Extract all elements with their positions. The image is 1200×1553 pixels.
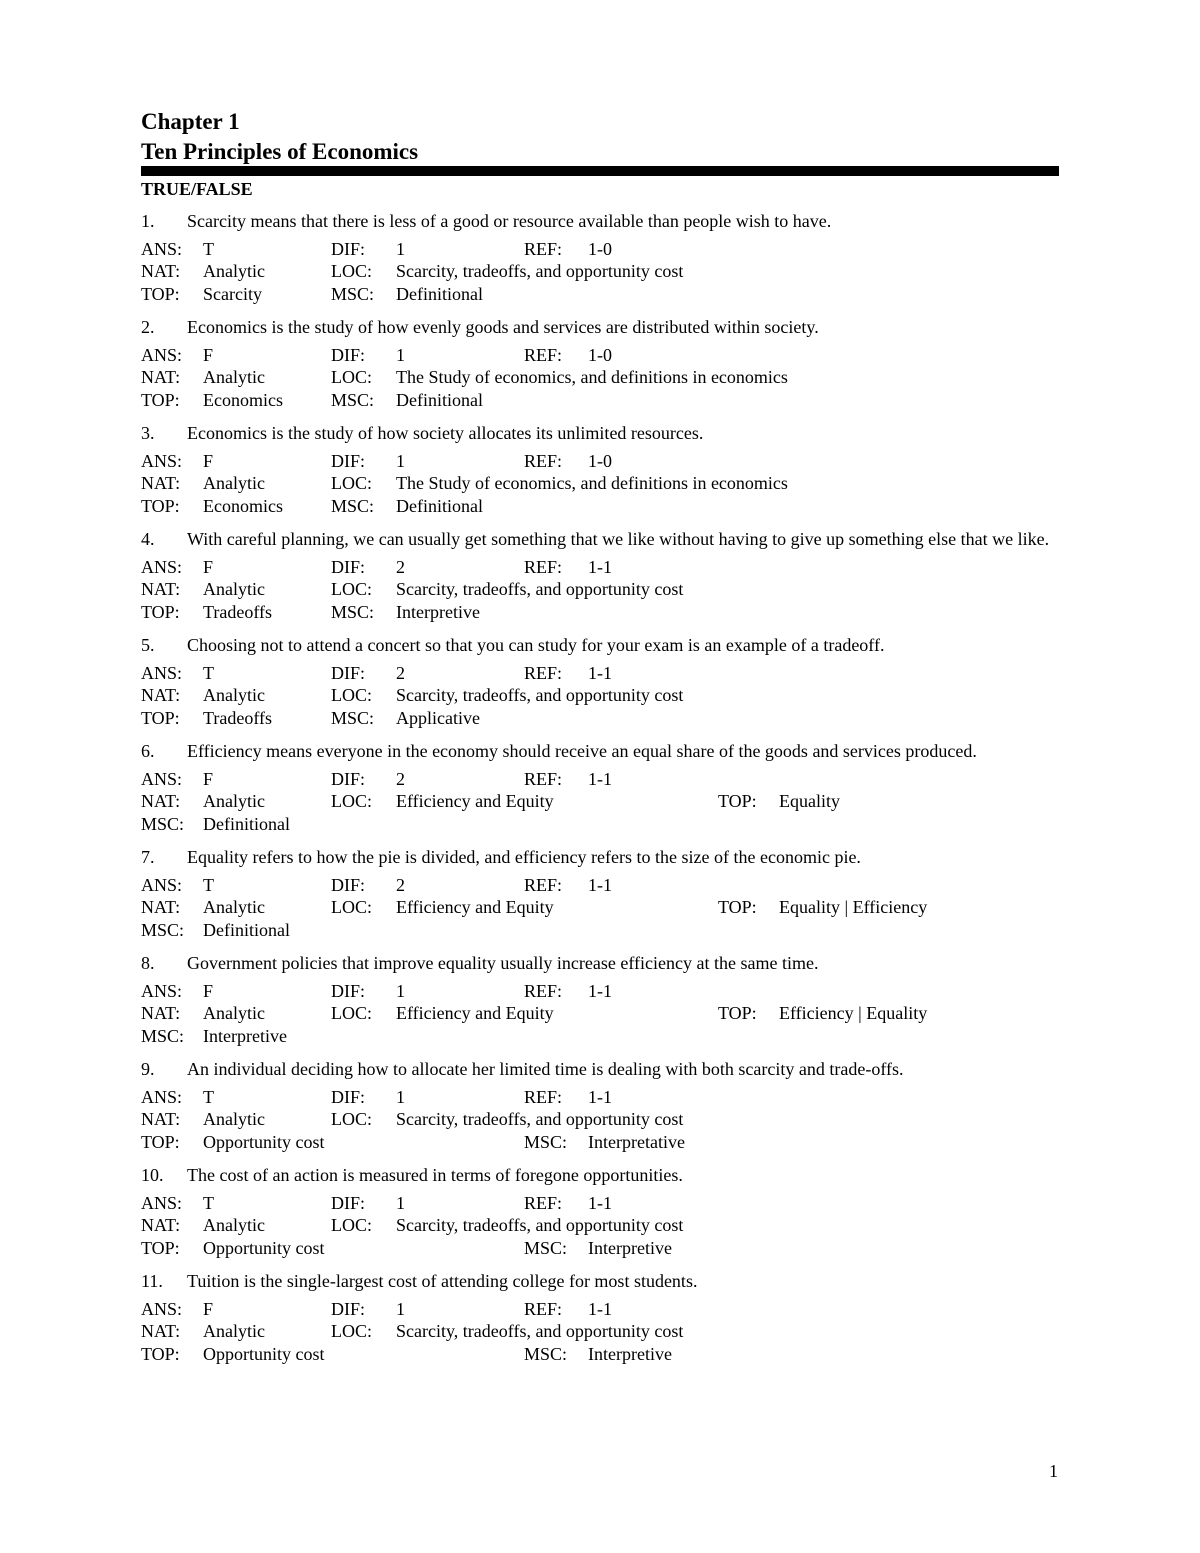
metadata-value: F (203, 1298, 214, 1319)
metadata-row (141, 813, 1059, 836)
metadata-value: Definitional (396, 495, 483, 516)
question-number: 8. (141, 953, 155, 973)
metadata-value: Tradeoffs (203, 601, 273, 622)
metadata-label: NAT: (141, 473, 181, 493)
metadata-label: DIF: (331, 662, 366, 683)
metadata-row (141, 472, 1059, 495)
metadata-label: REF: (524, 662, 563, 683)
metadata-value: Analytic (203, 1321, 265, 1341)
question-number: 2. (141, 317, 155, 337)
question-text: Choosing not to attend a concert so that you can study for your exam is an example of a tradeoff. (187, 635, 885, 655)
metadata-label: TOP: (718, 791, 757, 811)
question-line (141, 316, 1059, 339)
metadata-value: T (203, 1086, 214, 1107)
metadata-row (141, 1298, 1059, 1321)
metadata-value: Tradeoffs (203, 707, 273, 728)
metadata-value: 1-1 (588, 1192, 612, 1213)
metadata-row (141, 919, 1059, 942)
metadata-label: ANS: (141, 238, 183, 259)
metadata-row (141, 684, 1059, 707)
question-list (141, 210, 1059, 1376)
metadata-label: MSC: (141, 1025, 185, 1046)
metadata-value: Opportunity cost (203, 1343, 325, 1364)
metadata-label: LOC: (331, 261, 373, 281)
metadata-label: DIF: (331, 1086, 366, 1107)
metadata-value: 1-1 (588, 874, 612, 895)
metadata-value: 1 (396, 1086, 405, 1107)
question-item (141, 1058, 1059, 1153)
metadata-label: NAT: (141, 579, 181, 599)
metadata-label: NAT: (141, 1215, 181, 1235)
metadata-value: Interpretive (396, 601, 480, 622)
metadata-label: MSC: (331, 707, 375, 728)
metadata-label: ANS: (141, 874, 183, 895)
metadata-row (141, 450, 1059, 473)
question-item (141, 528, 1059, 623)
metadata-value: Interpretive (588, 1237, 672, 1258)
metadata-label: NAT: (141, 261, 181, 281)
metadata-value: F (203, 450, 214, 471)
title-rule (141, 166, 1059, 176)
chapter-label: Chapter 1 (141, 109, 240, 134)
metadata-value: 1-1 (588, 768, 612, 789)
metadata-label: REF: (524, 1192, 563, 1213)
metadata-label: TOP: (141, 1131, 180, 1152)
metadata-label: MSC: (141, 919, 185, 940)
metadata-row (141, 389, 1059, 412)
metadata-value: Analytic (203, 579, 265, 599)
metadata-label: NAT: (141, 685, 181, 705)
metadata-label: REF: (524, 238, 563, 259)
metadata-row (141, 1237, 1059, 1260)
metadata-row (141, 260, 1059, 283)
metadata-value: 1-0 (588, 238, 612, 259)
metadata-label: ANS: (141, 450, 183, 471)
metadata-label: NAT: (141, 791, 181, 811)
metadata-label: TOP: (141, 707, 180, 728)
question-number: 9. (141, 1059, 155, 1079)
metadata-value: Opportunity cost (203, 1131, 325, 1152)
question-number: 4. (141, 529, 155, 549)
metadata-label: MSC: (331, 389, 375, 410)
metadata-value: The Study of economics, and definitions in economics (396, 367, 788, 387)
metadata-value: Equality (779, 791, 840, 811)
metadata-label: REF: (524, 1298, 563, 1319)
metadata-label: MSC: (141, 813, 185, 834)
metadata-row (141, 707, 1059, 730)
question-text: Economics is the study of how evenly goods and services are distributed within society. (187, 317, 819, 337)
metadata-value: Analytic (203, 367, 265, 387)
metadata-row (141, 344, 1059, 367)
metadata-label: TOP: (141, 601, 180, 622)
question-line (141, 210, 1059, 233)
metadata-value: 1-0 (588, 450, 612, 471)
metadata-value: F (203, 344, 214, 365)
metadata-label: DIF: (331, 874, 366, 895)
metadata-value: Interpretative (588, 1131, 685, 1152)
metadata-row (141, 283, 1059, 306)
metadata-row (141, 1320, 1059, 1343)
question-line (141, 528, 1059, 551)
metadata-label: NAT: (141, 1003, 181, 1023)
metadata-row (141, 1025, 1059, 1048)
metadata-label: REF: (524, 1086, 563, 1107)
metadata-row (141, 366, 1059, 389)
metadata-value: T (203, 662, 214, 683)
metadata-label: TOP: (718, 1003, 757, 1023)
metadata-row (141, 1343, 1059, 1366)
metadata-label: MSC: (331, 283, 375, 304)
metadata-value: 2 (396, 874, 405, 895)
metadata-label: MSC: (524, 1237, 568, 1258)
metadata-row (141, 1192, 1059, 1215)
question-number: 5. (141, 635, 155, 655)
metadata-row (141, 238, 1059, 261)
metadata-value: 1 (396, 1298, 405, 1319)
metadata-value: 1 (396, 450, 405, 471)
metadata-label: LOC: (331, 897, 373, 917)
question-text: Economics is the study of how society allocates its unlimited resources. (187, 423, 704, 443)
metadata-value: Analytic (203, 685, 265, 705)
question-line (141, 1164, 1059, 1187)
metadata-value: Analytic (203, 897, 265, 917)
metadata-label: DIF: (331, 1298, 366, 1319)
metadata-label: DIF: (331, 238, 366, 259)
metadata-value: Applicative (396, 707, 480, 728)
metadata-value: Efficiency and Equity (396, 1003, 554, 1023)
metadata-value: 1 (396, 980, 405, 1001)
question-number: 3. (141, 423, 155, 443)
metadata-value: Analytic (203, 791, 265, 811)
question-item (141, 1270, 1059, 1365)
metadata-label: LOC: (331, 473, 373, 493)
metadata-label: REF: (524, 768, 563, 789)
metadata-label: LOC: (331, 1215, 373, 1235)
metadata-value: The Study of economics, and definitions in economics (396, 473, 788, 493)
metadata-label: LOC: (331, 791, 373, 811)
metadata-value: Efficiency and Equity (396, 897, 554, 917)
metadata-value: 1 (396, 344, 405, 365)
metadata-label: REF: (524, 344, 563, 365)
metadata-label: DIF: (331, 450, 366, 471)
page-number: 1 (1049, 1461, 1058, 1481)
metadata-label: DIF: (331, 768, 366, 789)
metadata-label: MSC: (331, 495, 375, 516)
metadata-label: LOC: (331, 1321, 373, 1341)
question-line (141, 634, 1059, 657)
metadata-value: Analytic (203, 473, 265, 493)
question-item (141, 1164, 1059, 1259)
metadata-value: 2 (396, 768, 405, 789)
metadata-label: LOC: (331, 1003, 373, 1023)
metadata-value: Economics (203, 495, 283, 516)
metadata-value: 2 (396, 556, 405, 577)
metadata-row (141, 601, 1059, 624)
question-text: An individual deciding how to allocate her limited time is dealing with both scarcity and trade-offs. (187, 1059, 904, 1079)
metadata-label: REF: (524, 556, 563, 577)
metadata-value: T (203, 874, 214, 895)
metadata-row (141, 1108, 1059, 1131)
metadata-value: 1 (396, 1192, 405, 1213)
metadata-value: Definitional (203, 919, 290, 940)
question-number: 7. (141, 847, 155, 867)
question-number: 10. (141, 1165, 164, 1185)
metadata-value: Analytic (203, 1215, 265, 1235)
question-item (141, 316, 1059, 411)
metadata-label: DIF: (331, 344, 366, 365)
metadata-value: Analytic (203, 261, 265, 281)
metadata-row (141, 980, 1059, 1003)
metadata-label: TOP: (718, 897, 757, 917)
metadata-value: Economics (203, 389, 283, 410)
metadata-label: REF: (524, 450, 563, 471)
metadata-label: NAT: (141, 897, 181, 917)
metadata-label: DIF: (331, 980, 366, 1001)
metadata-value: Scarcity (203, 283, 262, 304)
metadata-value: F (203, 556, 214, 577)
metadata-row (141, 1086, 1059, 1109)
metadata-row (141, 896, 1059, 919)
metadata-label: MSC: (524, 1343, 568, 1364)
metadata-value: 1 (396, 238, 405, 259)
metadata-label: LOC: (331, 367, 373, 387)
question-text: Scarcity means that there is less of a good or resource available than people wish to have. (187, 211, 832, 231)
metadata-value: 1-1 (588, 1086, 612, 1107)
metadata-label: TOP: (141, 1343, 180, 1364)
question-number: 11. (141, 1271, 163, 1291)
metadata-value: 1-1 (588, 662, 612, 683)
metadata-label: DIF: (331, 1192, 366, 1213)
metadata-row (141, 1131, 1059, 1154)
metadata-value: Scarcity, tradeoffs, and opportunity cost (396, 1109, 684, 1129)
metadata-label: LOC: (331, 579, 373, 599)
metadata-label: MSC: (524, 1131, 568, 1152)
metadata-value: 1-0 (588, 344, 612, 365)
metadata-label: TOP: (141, 495, 180, 516)
question-item (141, 846, 1059, 941)
question-text: With careful planning, we can usually get something that we like without having to give up something else that we like. (187, 529, 1050, 549)
metadata-label: ANS: (141, 662, 183, 683)
metadata-value: T (203, 238, 214, 259)
metadata-label: TOP: (141, 1237, 180, 1258)
question-text: Efficiency means everyone in the economy should receive an equal share of the goods and services produced. (187, 741, 977, 761)
question-text: Equality refers to how the pie is divided, and efficiency refers to the size of the economic pie. (187, 847, 861, 867)
question-item (141, 952, 1059, 1047)
metadata-value: F (203, 768, 214, 789)
metadata-value: Efficiency and Equity (396, 791, 554, 811)
metadata-value: 1-1 (588, 1298, 612, 1319)
metadata-label: NAT: (141, 1321, 181, 1341)
metadata-label: ANS: (141, 980, 183, 1001)
metadata-value: Analytic (203, 1109, 265, 1129)
metadata-row (141, 495, 1059, 518)
metadata-label: ANS: (141, 768, 183, 789)
metadata-value: 1-1 (588, 556, 612, 577)
metadata-value: Scarcity, tradeoffs, and opportunity cost (396, 1215, 684, 1235)
metadata-value: Interpretive (203, 1025, 287, 1046)
metadata-value: T (203, 1192, 214, 1213)
metadata-value: Analytic (203, 1003, 265, 1023)
metadata-row (141, 578, 1059, 601)
metadata-label: ANS: (141, 1298, 183, 1319)
question-item (141, 740, 1059, 835)
question-item (141, 210, 1059, 305)
metadata-value: 1-1 (588, 980, 612, 1001)
question-text: Government policies that improve equality usually increase efficiency at the same time. (187, 953, 819, 973)
metadata-label: NAT: (141, 1109, 181, 1129)
metadata-row (141, 874, 1059, 897)
metadata-label: TOP: (141, 283, 180, 304)
question-number: 6. (141, 741, 155, 761)
question-line (141, 1058, 1059, 1081)
metadata-value: Interpretive (588, 1343, 672, 1364)
metadata-row (141, 768, 1059, 791)
metadata-value: Scarcity, tradeoffs, and opportunity cost (396, 579, 684, 599)
question-item (141, 422, 1059, 517)
metadata-row (141, 790, 1059, 813)
metadata-label: MSC: (331, 601, 375, 622)
metadata-row (141, 1214, 1059, 1237)
metadata-row (141, 556, 1059, 579)
chapter-title: Ten Principles of Economics (141, 139, 419, 164)
metadata-value: Efficiency | Equality (779, 1003, 928, 1023)
metadata-label: ANS: (141, 556, 183, 577)
question-item (141, 634, 1059, 729)
metadata-label: ANS: (141, 1086, 183, 1107)
question-line (141, 846, 1059, 869)
section-heading: TRUE/FALSE (141, 179, 253, 199)
metadata-label: ANS: (141, 344, 183, 365)
metadata-row (141, 662, 1059, 685)
metadata-label: REF: (524, 874, 563, 895)
metadata-value: Opportunity cost (203, 1237, 325, 1258)
metadata-label: DIF: (331, 556, 366, 577)
metadata-value: F (203, 980, 214, 1001)
metadata-value: Scarcity, tradeoffs, and opportunity cost (396, 685, 684, 705)
question-line (141, 422, 1059, 445)
metadata-value: Definitional (203, 813, 290, 834)
question-line (141, 952, 1059, 975)
metadata-value: 2 (396, 662, 405, 683)
question-number: 1. (141, 211, 155, 231)
question-text: The cost of an action is measured in terms of foregone opportunities. (187, 1165, 683, 1185)
metadata-value: Definitional (396, 283, 483, 304)
metadata-row (141, 1002, 1059, 1025)
metadata-label: LOC: (331, 685, 373, 705)
metadata-label: REF: (524, 980, 563, 1001)
metadata-value: Scarcity, tradeoffs, and opportunity cost (396, 1321, 684, 1341)
metadata-label: TOP: (141, 389, 180, 410)
metadata-label: LOC: (331, 1109, 373, 1129)
metadata-value: Equality | Efficiency (779, 897, 928, 917)
question-text: Tuition is the single-largest cost of attending college for most students. (187, 1271, 698, 1291)
metadata-value: Scarcity, tradeoffs, and opportunity cost (396, 261, 684, 281)
metadata-label: NAT: (141, 367, 181, 387)
metadata-label: ANS: (141, 1192, 183, 1213)
question-line (141, 1270, 1059, 1293)
metadata-value: Definitional (396, 389, 483, 410)
question-line (141, 740, 1059, 763)
